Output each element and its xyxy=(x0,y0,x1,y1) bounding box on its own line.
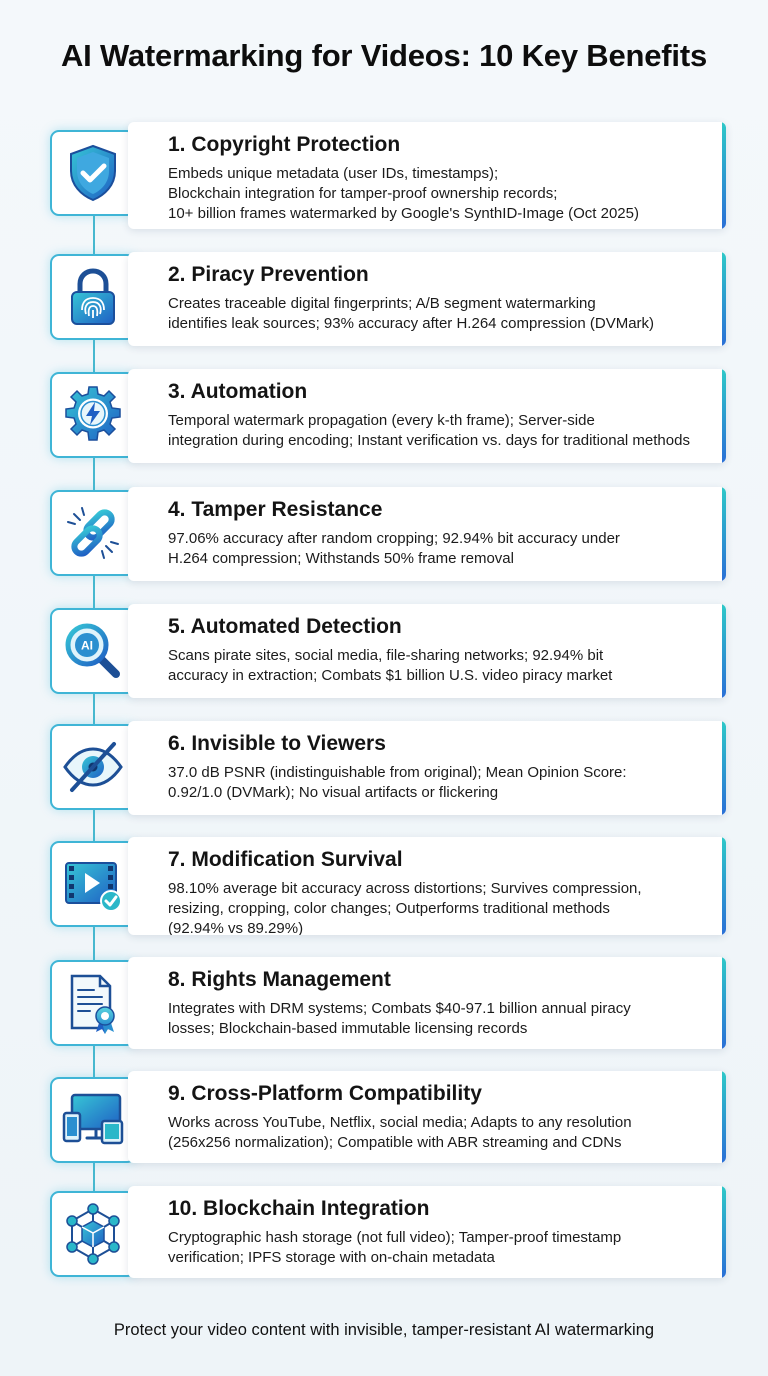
benefit-card-2 xyxy=(128,252,726,346)
benefit-card-6 xyxy=(128,721,726,815)
page-title: AI Watermarking for Videos: 10 Key Benefits xyxy=(60,38,708,73)
benefit-card-9 xyxy=(128,1071,726,1163)
certificate-icon xyxy=(50,960,136,1046)
benefit-heading: 3. Automation xyxy=(168,380,308,403)
benefit-card-8 xyxy=(128,957,726,1049)
benefit-heading: 2. Piracy Prevention xyxy=(168,263,369,286)
benefit-description: Embeds unique metadata (user IDs, timestamps); Blockchain integration for tamper-proof ownership records; 10+ billion frames watermarked by Google's SynthID-Image (Oct 2025) xyxy=(168,165,639,222)
video-check-icon xyxy=(50,841,136,927)
eye-slash-icon xyxy=(50,724,136,810)
blockchain-cube-icon xyxy=(50,1191,136,1277)
gear-lightning-icon xyxy=(50,372,136,458)
benefit-card-3 xyxy=(128,369,726,463)
benefit-heading: 10. Blockchain Integration xyxy=(168,1197,430,1220)
benefit-description: 37.0 dB PSNR (indistinguishable from original); Mean Opinion Score: 0.92/1.0 (DVMark); No visual artifacts or flickering xyxy=(168,764,627,801)
fingerprint-lock-icon xyxy=(50,254,136,340)
benefit-heading: 5. Automated Detection xyxy=(168,615,402,638)
benefit-card-5 xyxy=(128,604,726,698)
benefit-card-10 xyxy=(128,1186,726,1278)
shield-check-icon xyxy=(50,130,136,216)
benefit-description: Works across YouTube, Netflix, social media; Adapts to any resolution (256x256 normalization); Compatible with ABR streaming and CDNs xyxy=(168,1114,632,1151)
benefit-heading: 6. Invisible to Viewers xyxy=(168,732,386,755)
benefit-description: 97.06% accuracy after random cropping; 92.94% bit accuracy under H.264 compression; Withstands 50% frame removal xyxy=(168,530,620,567)
devices-icon xyxy=(50,1077,136,1163)
benefit-heading: 7. Modification Survival xyxy=(168,848,403,871)
benefit-description: Temporal watermark propagation (every k-th frame); Server-side integration during encoding; Instant verification vs. days for traditional methods xyxy=(168,412,690,449)
benefit-description: Integrates with DRM systems; Combats $40-97.1 billion annual piracy losses; Blockchain-based immutable licensing records xyxy=(168,1000,631,1037)
benefit-card-1 xyxy=(128,122,726,229)
benefit-description: Cryptographic hash storage (not full video); Tamper-proof timestamp verification; IPFS storage with on-chain metadata xyxy=(168,1229,622,1266)
ai-magnifier-icon xyxy=(50,608,136,694)
broken-link-icon xyxy=(50,490,136,576)
benefit-heading: 1. Copyright Protection xyxy=(168,133,401,156)
benefit-card-7 xyxy=(128,837,726,935)
footer-tagline: Protect your video content with invisible, tamper-resistant AI watermarking xyxy=(113,1321,655,1339)
benefit-card-4 xyxy=(128,487,726,581)
svg-text:AI: AI xyxy=(81,638,93,653)
benefit-heading: 8. Rights Management xyxy=(168,968,391,991)
benefit-description: Scans pirate sites, social media, file-sharing networks; 92.94% bit accuracy in extraction; Combats $1 billion U.S. video piracy market xyxy=(168,647,613,684)
benefit-heading: 9. Cross-Platform Compatibility xyxy=(168,1082,482,1105)
benefit-heading: 4. Tamper Resistance xyxy=(168,498,383,521)
benefit-description: 98.10% average bit accuracy across distortions; Survives compression, resizing, cropping, color changes; Outperforms traditional methods (92.94% vs 89.29%) xyxy=(168,880,642,935)
benefit-description: Creates traceable digital fingerprints; A/B segment watermarking identifies leak sources; 93% accuracy after H.264 compression (DVMark) xyxy=(168,295,655,332)
